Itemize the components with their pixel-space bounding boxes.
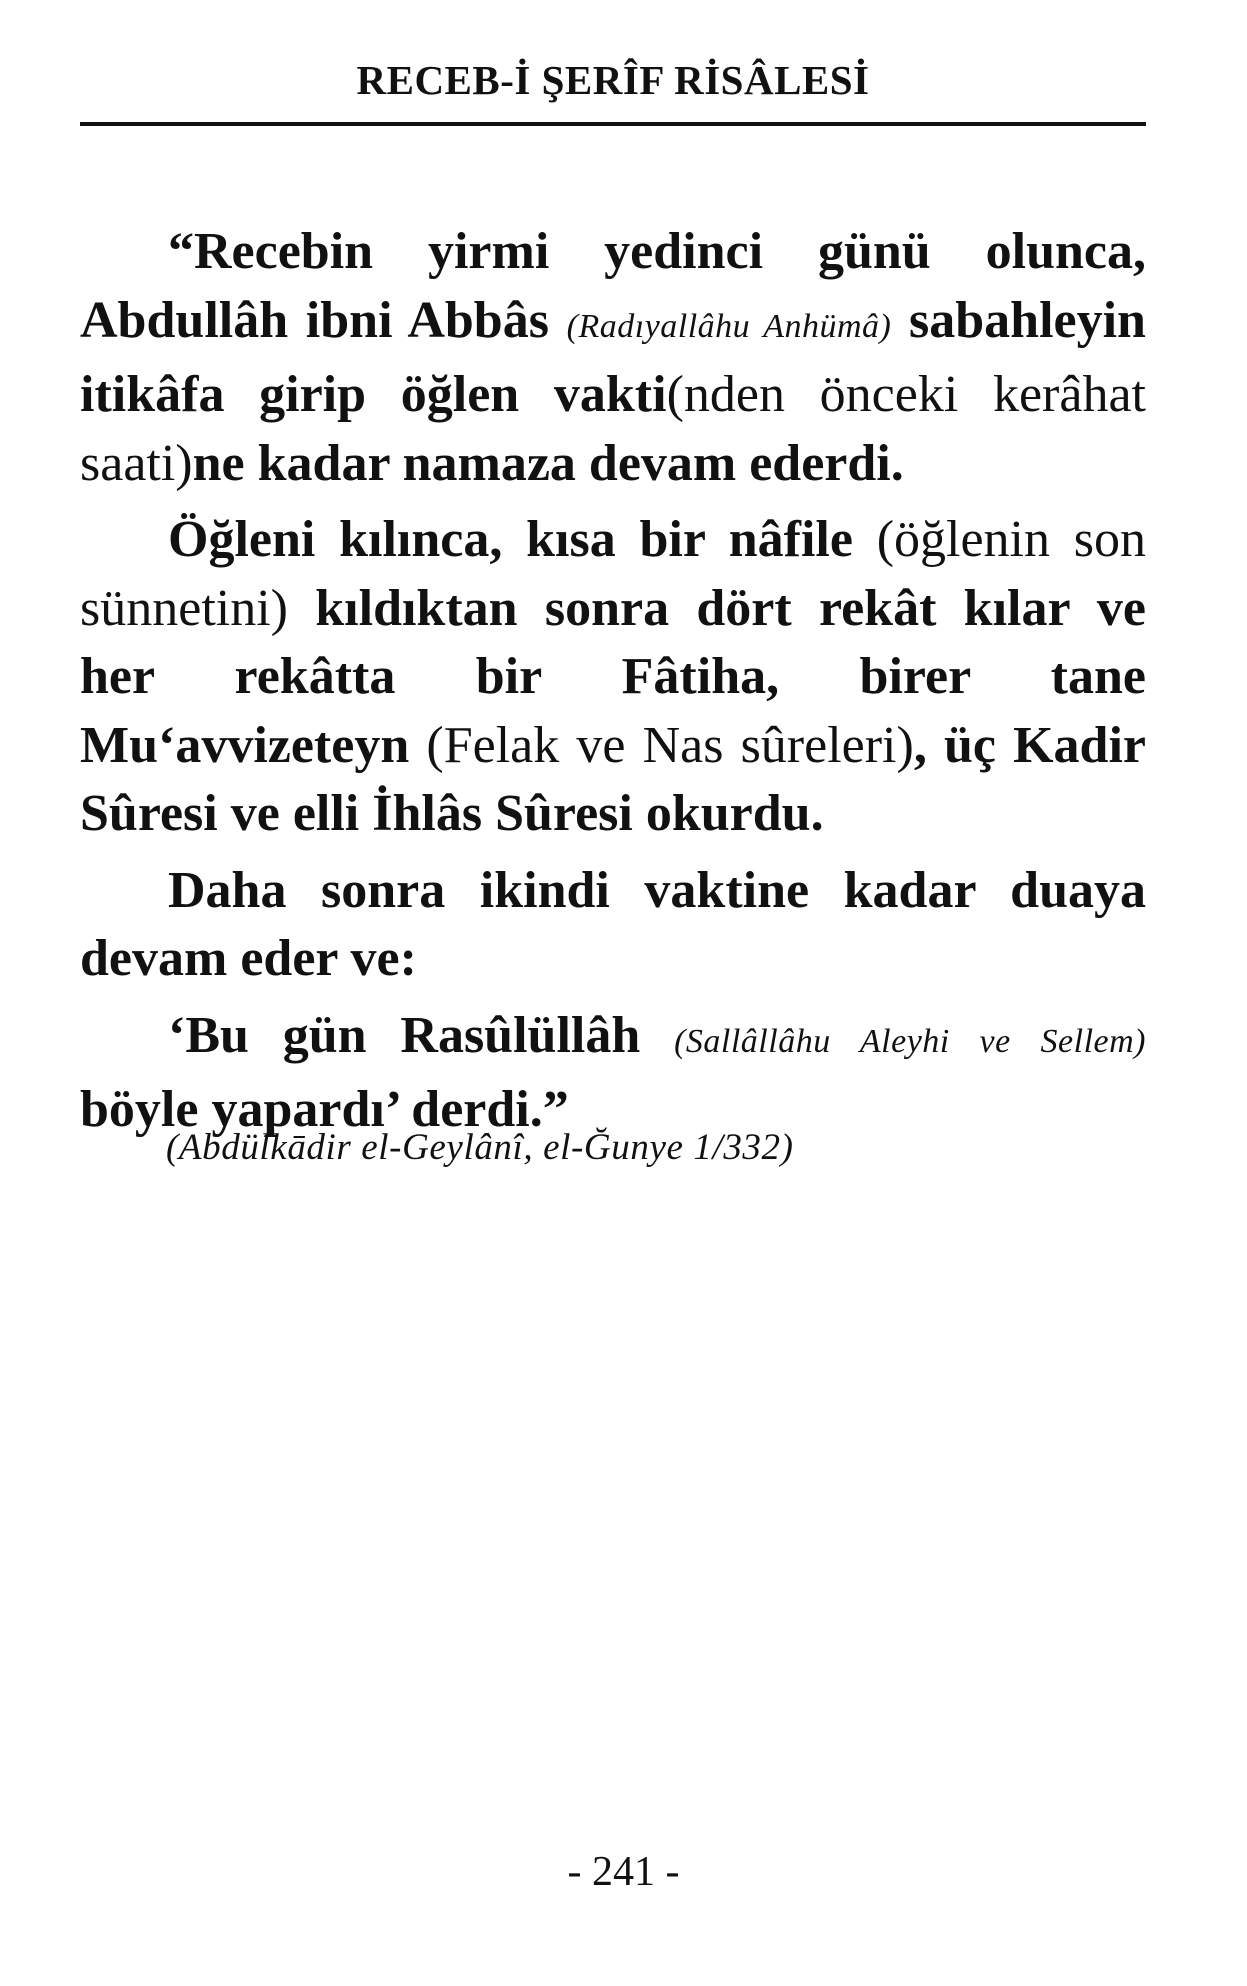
header-divider [80,122,1146,126]
paragraph-4-part-b: böyle yapardı’ derdi.” [80,1081,569,1138]
honorific-sallallahu: (Sallâllâhu Aleyhi ve Sellem) [674,1022,1146,1060]
paragraph-2-part-b: (öğlenin son sünnetini) [80,511,1146,637]
paragraph-2-part-a: Öğleni kılınca, kısa bir nâfile [168,511,877,568]
paragraph-2-part-e: , üç Kadir Sûresi ve elli İhlâs Sûresi okurdu. [80,716,1146,842]
paragraph-1-part-b: sabahleyin itikâfa girip öğlen vakti [80,291,1146,423]
paragraph-2-part-c: kıldıktan sonra dört rekât kılar ve her rekâtta bir Fâtiha, birer tane Mu‘avvizeteyn [80,579,1146,774]
page-number: - 241 - [567,1849,680,1895]
honorific-radiyallahu: (Radıyallâhu Anhümâ) [566,307,892,345]
paragraph-4 [80,1002,1146,1145]
paragraph-2-part-d: (Felak ve Nas sûreleri) [426,716,914,774]
paragraph-1 [80,218,1146,498]
main-text [80,218,1146,1153]
paragraph-3 [80,857,1146,994]
paragraph-2 [80,506,1146,849]
paragraph-4-part-a: ‘Bu gün Rasûlüllâh [168,1006,675,1064]
paragraph-1-part-a: “Recebin yirmi yedinci günü olunca, Abdullâh ibni Abbâs [80,223,1146,349]
source-citation: (Abdülkādir el-Geylânî, el-Ğunye 1/332) [166,1127,794,1168]
paragraph-1-part-c: (nden önceki kerâhat saati) [80,366,1146,492]
paragraph-3-part-a: Daha sonra ikindi vaktine kadar duaya devam eder ve: [80,861,1146,987]
paragraph-1-part-d: ne kadar namaza devam ederdi. [192,434,904,492]
page-header-title: RECEB-İ ŞERÎF RİSÂLESİ [356,57,870,103]
